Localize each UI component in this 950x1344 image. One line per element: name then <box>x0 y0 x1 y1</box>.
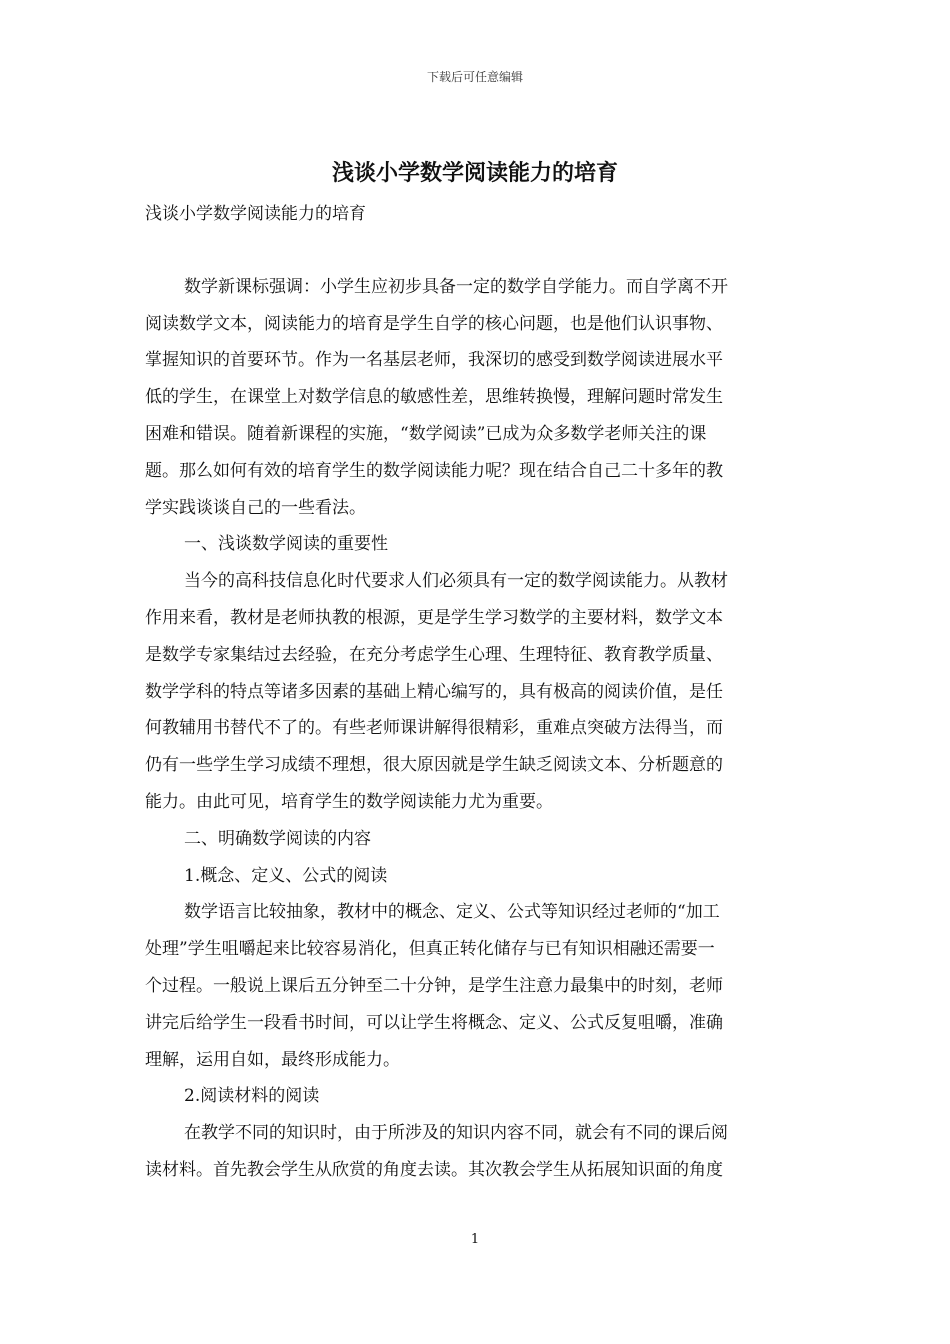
paragraph-line: 何教辅用书替代不了的。有些老师课讲解得很精彩，重难点突破方法得当，而 <box>145 718 723 739</box>
document-title: 浅谈小学数学阅读能力的培育 <box>331 160 618 186</box>
paragraph-line: 读材料。首先教会学生从欣赏的角度去读。其次教会学生从拓展知识面的角度 <box>145 1159 723 1180</box>
paragraph-line: 困难和错误。随着新课程的实施，“数学阅读”已成为众多数学老师关注的课 <box>145 423 707 444</box>
paragraph-line: 作用来看，教材是老师执教的根源，更是学生学习数学的主要材料，数学文本 <box>145 607 723 628</box>
paragraph-line: 低的学生，在课堂上对数学信息的敏感性差，思维转换慢，理解问题时常发生 <box>145 387 723 408</box>
subsection-heading: 2.阅读材料的阅读 <box>184 1086 320 1107</box>
paragraph-line: 个过程。一般说上课后五分钟至二十分钟，是学生注意力最集中的时刻，老师 <box>145 975 723 996</box>
paragraph-line: 仍有一些学生学习成绩不理想，很大原因就是学生缺乏阅读文本、分析题意的 <box>145 755 723 776</box>
document-body <box>145 196 810 1189</box>
section-heading: 一、浅谈数学阅读的重要性 <box>184 534 388 555</box>
paragraph-line: 掌握知识的首要环节。作为一名基层老师，我深切的感受到数学阅读进展水平 <box>145 350 723 371</box>
paragraph-line: 能力。由此可见，培育学生的数学阅读能力尤为重要。 <box>145 791 553 812</box>
paragraph-line: 当今的高科技信息化时代要求人们必须具有一定的数学阅读能力。从教材 <box>184 571 728 592</box>
paragraph-line: 题。那么如何有效的培育学生的数学阅读能力呢？现在结合自己二十多年的教 <box>145 460 723 481</box>
section-heading: 二、明确数学阅读的内容 <box>184 828 371 849</box>
paragraph-line: 阅读数学文本，阅读能力的培育是学生自学的核心问题，也是他们认识事物、 <box>145 313 723 334</box>
paragraph-line: 学实践谈谈自己的一些看法。 <box>145 497 366 518</box>
subtitle: 浅谈小学数学阅读能力的培育 <box>145 204 366 224</box>
header-note: 下载后可任意编辑 <box>426 70 523 84</box>
paragraph-line: 数学语言比较抽象，教材中的概念、定义、公式等知识经过老师的“加工 <box>184 902 720 923</box>
paragraph-line: 处理”学生咀嚼起来比较容易消化，但真正转化储存与已有知识相融还需要一 <box>145 939 715 960</box>
blank-line <box>145 233 810 269</box>
paragraph-line: 讲完后给学生一段看书时间，可以让学生将概念、定义、公式反复咀嚼，准确 <box>145 1012 723 1033</box>
paragraph-line: 是数学专家集结过去经验，在充分考虑学生心理、生理特征、教育教学质量、 <box>145 644 723 665</box>
paragraph-line: 理解，运用自如，最终形成能力。 <box>145 1049 400 1070</box>
paragraph-line: 数学学科的特点等诸多因素的基础上精心编写的，具有极高的阅读价值，是任 <box>145 681 723 702</box>
paragraph-line: 在教学不同的知识时，由于所涉及的知识内容不同，就会有不同的课后阅 <box>184 1123 728 1144</box>
paragraph-line: 数学新课标强调：小学生应初步具备一定的数学自学能力。而自学离不开 <box>184 276 728 297</box>
subsection-heading: 1.概念、定义、公式的阅读 <box>184 865 388 886</box>
page-number: 1 <box>470 1232 480 1247</box>
